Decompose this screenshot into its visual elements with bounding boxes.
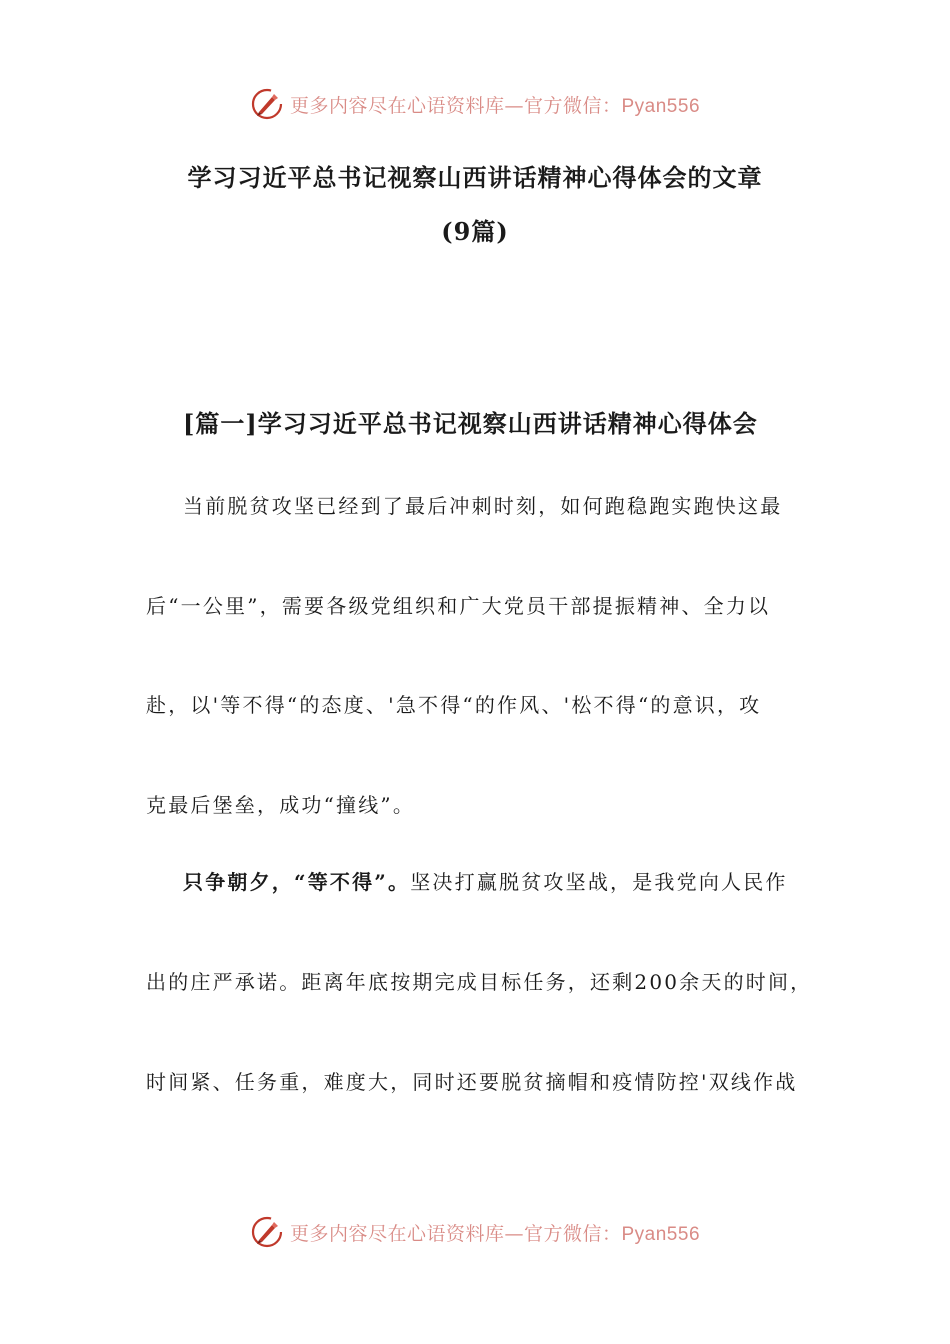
- paragraph-line: 出的庄严承诺。距离年底按期完成目标任务，还剩200余天的时间，: [146, 970, 813, 994]
- paragraph-line: 克最后堡垒，成功“撞线”。: [146, 793, 416, 817]
- paragraph-line: 赴，以'等不得“的态度、'急不得“的作风、'松不得“的意识，攻: [146, 693, 762, 717]
- watermark-text: 更多内容尽在心语资料库—官方微信：Pyan556: [289, 94, 701, 117]
- watermark-text: 更多内容尽在心语资料库—官方微信：Pyan556: [289, 1222, 701, 1245]
- header-watermark: [0, 84, 950, 124]
- paragraph-line: 时间紧、任务重，难度大，同时还要脱贫摘帽和疫情防控'双线作战: [146, 1070, 798, 1094]
- footer-watermark: [0, 1212, 950, 1252]
- pen-nib-circle-icon: [250, 87, 284, 121]
- paragraph-line: 后“一公里”，需要各级党组织和广大党员干部提振精神、全力以: [146, 594, 771, 618]
- section-heading: [篇一]学习习近平总书记视察山西讲话精神心得体会: [183, 409, 758, 438]
- document-title: 学习习近平总书记视察山西讲话精神心得体会的文章: [187, 163, 763, 192]
- paragraph-line: [183, 866, 788, 895]
- pen-nib-circle-icon: [250, 1215, 284, 1249]
- bold-lead: 只争朝夕，“等不得”。: [183, 870, 411, 894]
- document-subtitle-count: (9篇): [441, 217, 509, 246]
- paragraph-text: 坚决打赢脱贫攻坚战，是我党向人民作: [410, 870, 788, 894]
- paragraph-line: 当前脱贫攻坚已经到了最后冲刺时刻，如何跑稳跑实跑快这最: [183, 494, 783, 518]
